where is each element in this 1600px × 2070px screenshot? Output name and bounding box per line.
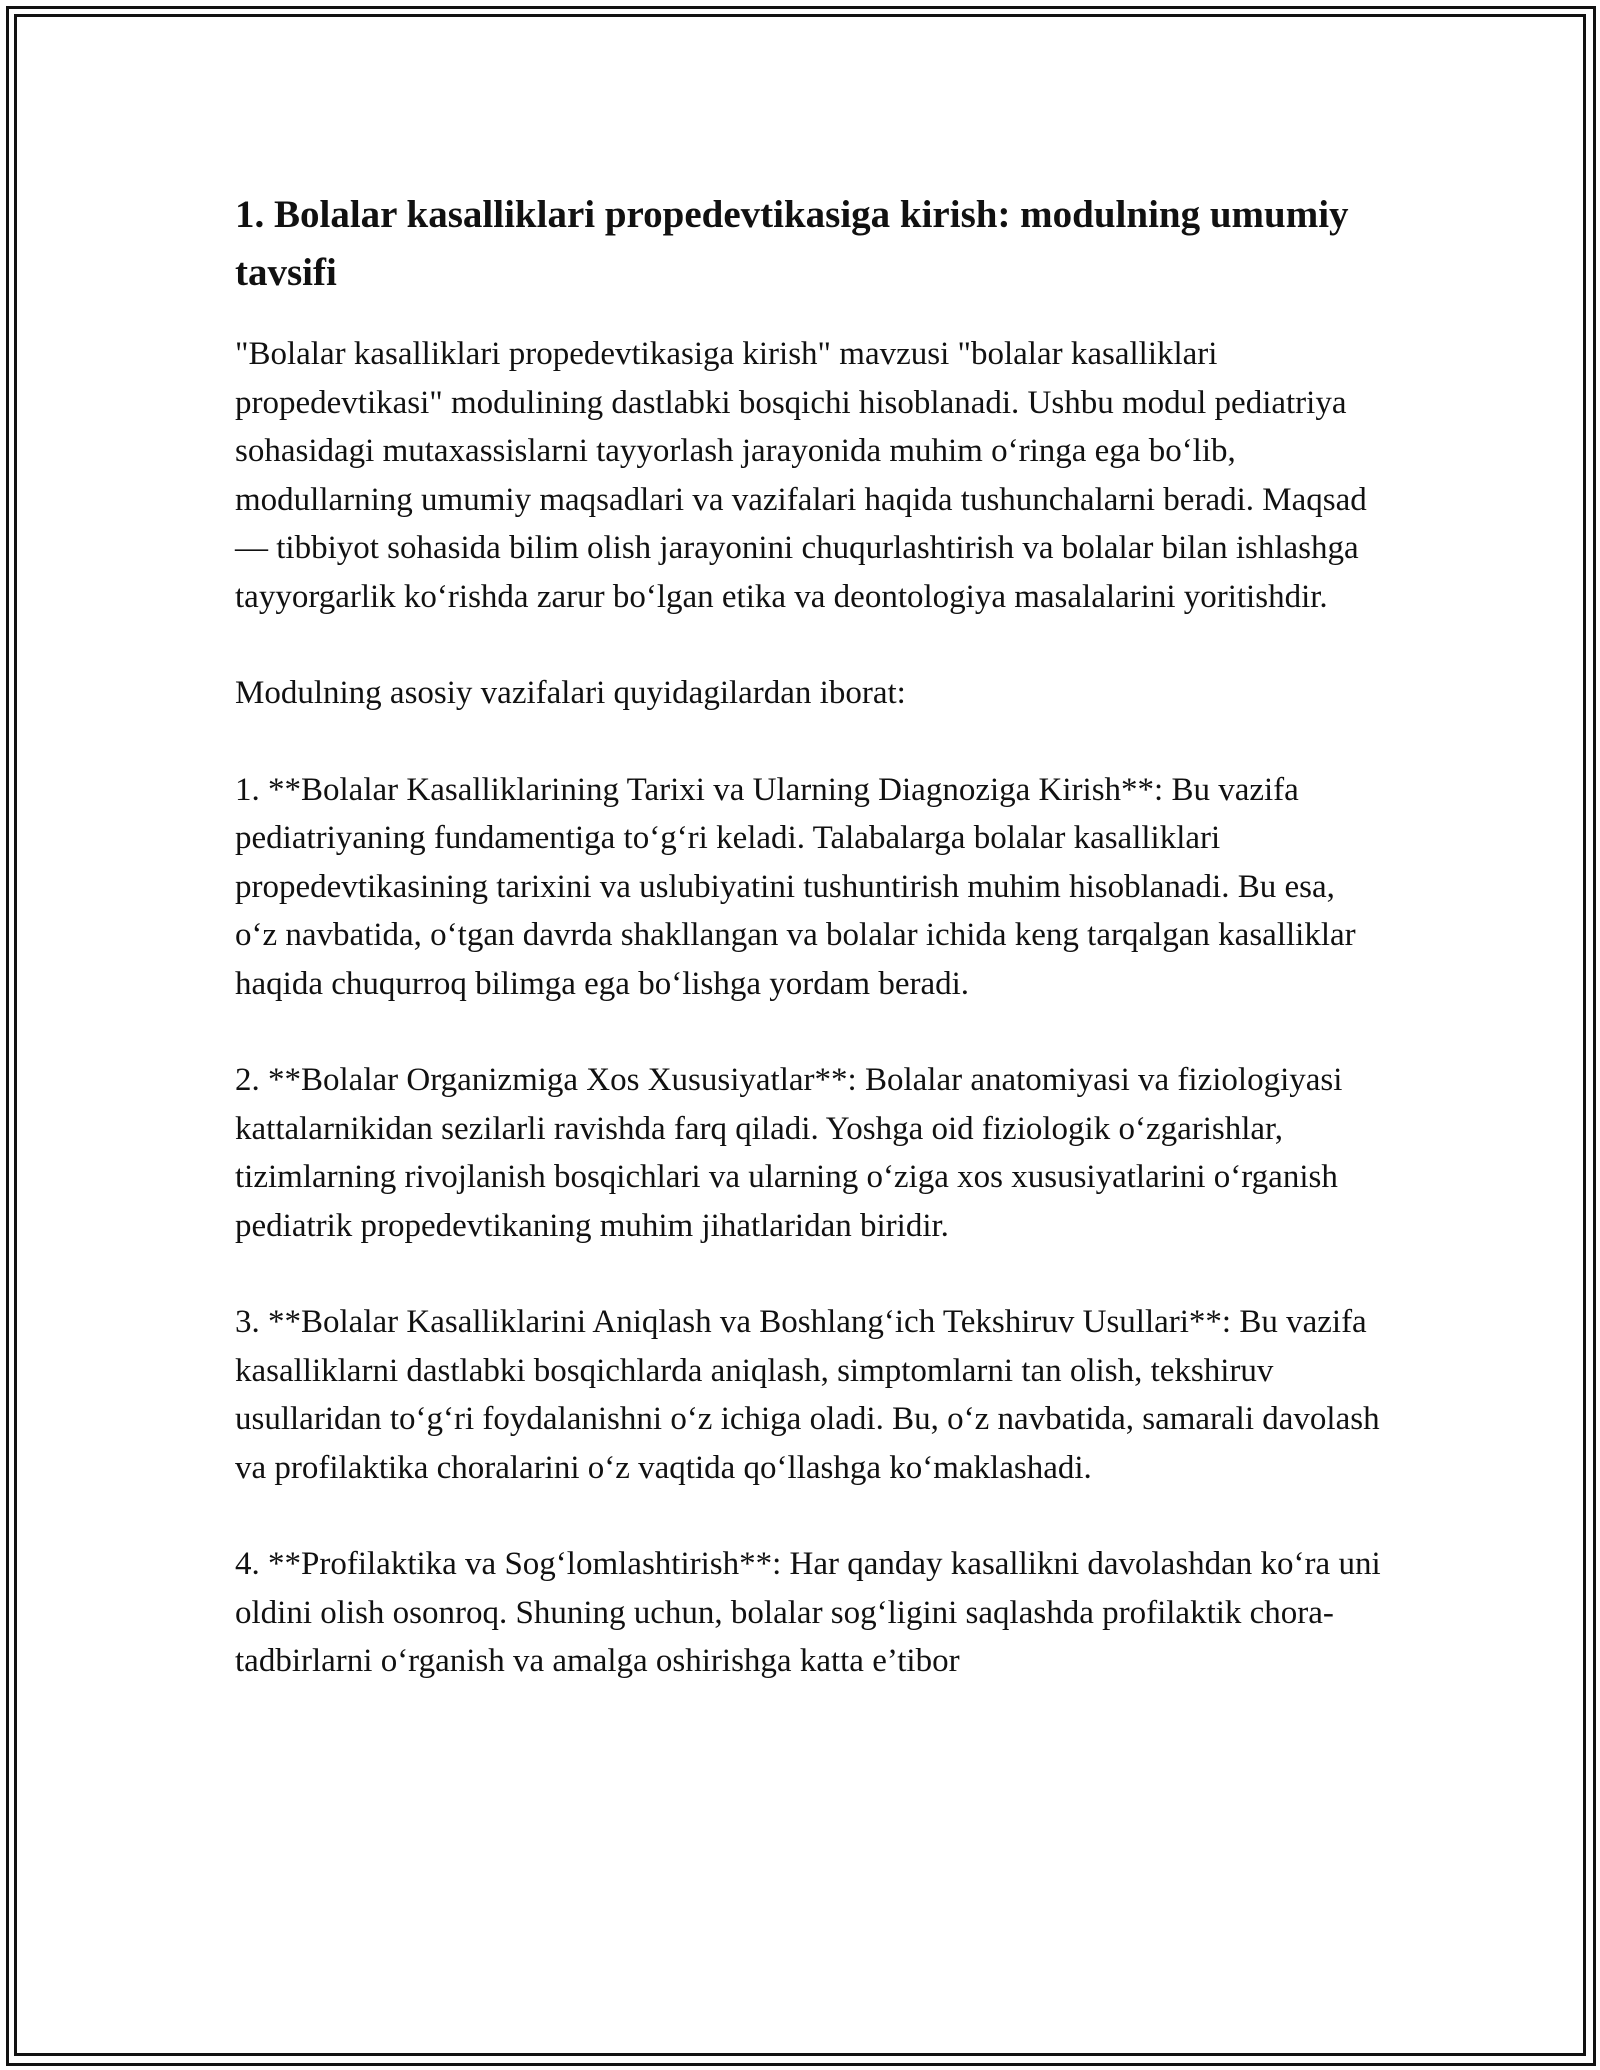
intro-paragraph: "Bolalar kasalliklari propedevtikasiga kirish" mavzusi "bolalar kasalliklari propedevtikasi" modulining dastlabki bosqichi hisoblanadi. Ushbu modul pediatriya sohasidagi mutaxassislarni tayyorlash jarayonida muhim o‘ringa ega bo‘lib, modullarning umumiy maqsadlari va vazifalari haqida tushunchalarni beradi. Maqsad — tibbiyot sohasida bilim olish jarayonini chuqurlashtirish va bolalar bilan ishlashga tayyorgarlik ko‘rishda zarur bo‘lgan etika va deontologiya masalalarini yoritishdir.	[235, 336, 1367, 615]
document-body	[235, 186, 1385, 1734]
task-item-4: 4. **Profilaktika va Sog‘lomlashtirish**: Har qanday kasallikni davolashdan ko‘ra uni oldini olish osonroq. Shuning uchun, bolalar sog‘ligini saqlashda profilaktik chora-tadbirlarni o‘rganish va amalga oshirishga katta e’tibor	[235, 1546, 1381, 1679]
task-item-1: 1. **Bolalar Kasalliklarining Tarixi va Ularning Diagnoziga Kirish**: Bu vazifa pediatriyaning fundamentiga to‘g‘ri keladi. Talabalarga bolalar kasalliklari propedevtikasining tarixini va uslubiyatini tushuntirish muhim hisoblanadi. Bu esa, o‘z navbatida, o‘tgan davrda shakllangan va bolalar ichida keng tarqalgan kasalliklar haqida chuqurroq bilimga ega bo‘lishga yordam beradi.	[235, 771, 1356, 1002]
task-item-3: 3. **Bolalar Kasalliklarini Aniqlash va Boshlang‘ich Tekshiruv Usullari**: Bu vazifa kasalliklarni dastlabki bosqichlarda aniqlash, simptomlarni tan olish, tekshiruv usullaridan to‘g‘ri foydalanishni o‘z ichiga oladi. Bu, o‘z navbatida, samarali davolash va profilaktika choralarini o‘z vaqtida qo‘llashga ko‘maklashadi.	[235, 1304, 1380, 1486]
document-title: 1. Bolalar kasalliklari propedevtikasiga kirish: modulning umumiy tavsifi	[235, 193, 1349, 294]
tasks-intro-paragraph: Modulning asosiy vazifalari quyidagilardan iborat:	[235, 675, 906, 711]
task-item-2: 2. **Bolalar Organizmiga Xos Xususiyatlar**: Bolalar anatomiyasi va fiziologiyasi kattalarnikidan sezilarli ravishda farq qiladi. Yoshga oid fiziologik o‘zgarishlar, tizimlarning rivojlanish bosqichlari va ularning o‘ziga xos xususiyatlarini o‘rganish pediatrik propedevtikaning muhim jihatlaridan biridir.	[235, 1062, 1343, 1244]
